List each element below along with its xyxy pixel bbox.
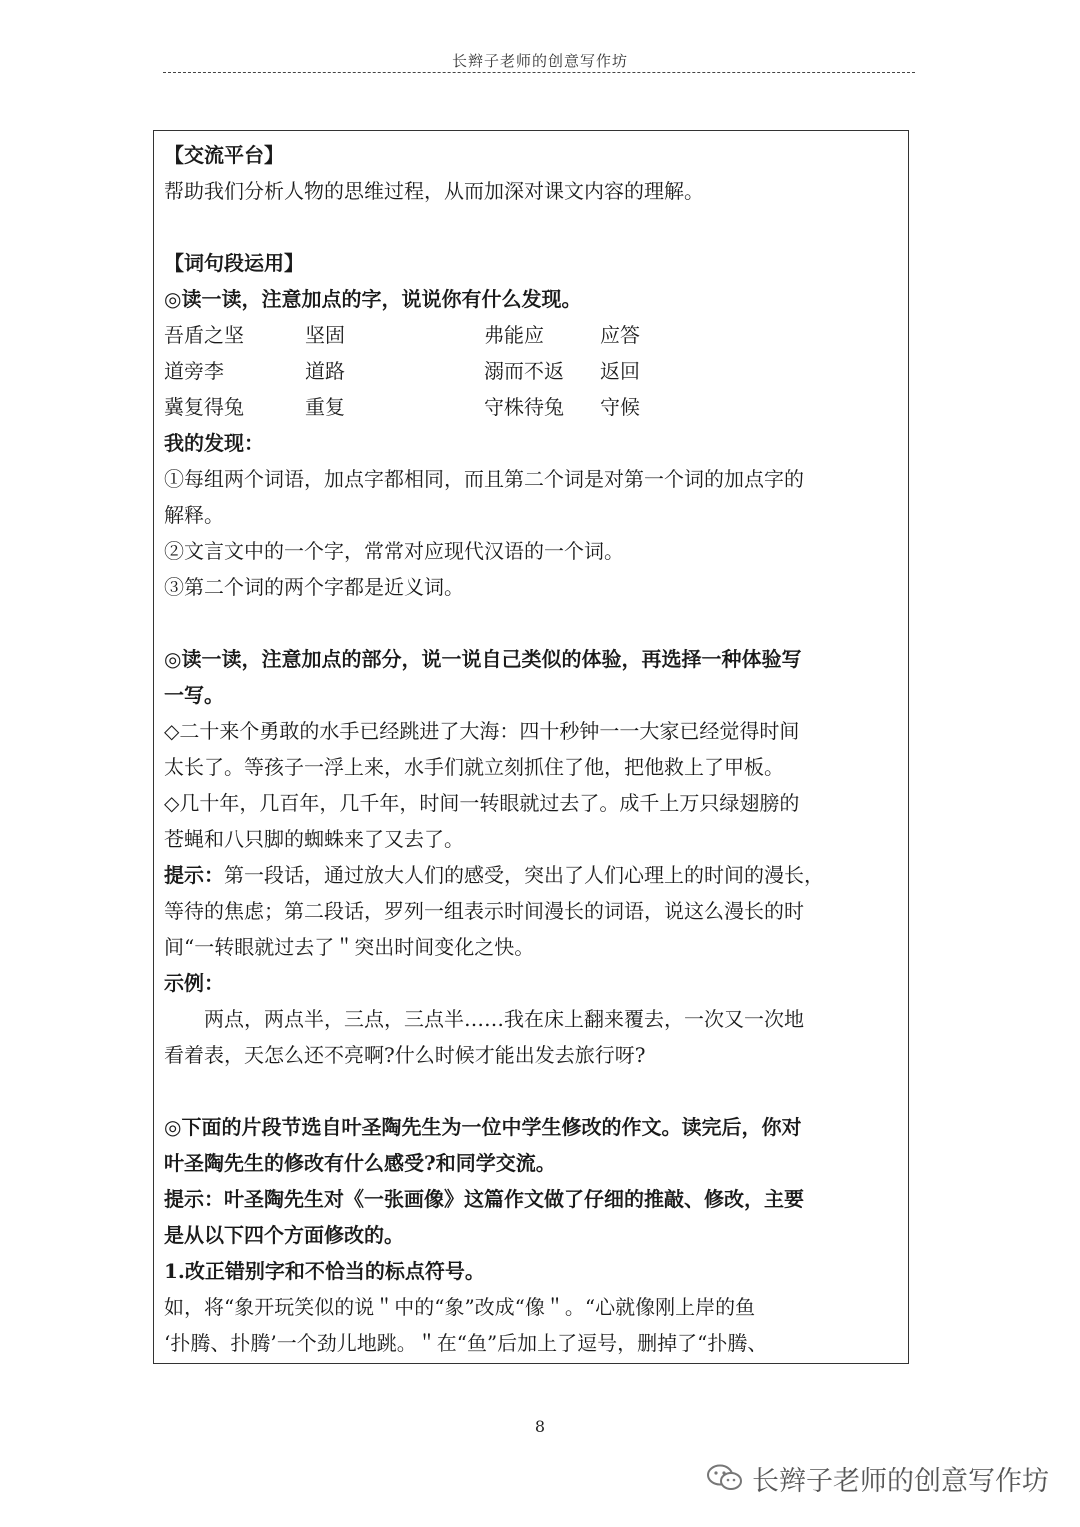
finding-3: ③第二个词的两个字都是近义词。 [164, 575, 464, 599]
revision-example-cont: ‘扑腾、扑腾’一个劲儿地跳。＂在“鱼”后加上了逗号，删掉了“扑腾、 [164, 1331, 768, 1355]
exchange-text: 帮助我们分析人物的思维过程，从而加深对课文内容的理解。 [164, 179, 704, 203]
word-cell: 返回 [600, 359, 640, 383]
word-row [164, 353, 902, 389]
revision-example: 如，将“象开玩笑似的说＂中的“象”改成“像＂。“心就像刚上岸的鱼 [164, 1295, 756, 1319]
worksheet-content [164, 137, 902, 1361]
word-cell: 守候 [600, 395, 640, 419]
q3-hint-cont: 是从以下四个方面修改的。 [164, 1223, 404, 1247]
word-row [164, 389, 902, 425]
section-heading-usage: 【词句段运用】 [164, 251, 304, 275]
example-label: 示例： [164, 971, 224, 995]
example-passage-1: ◇二十来个勇敢的水手已经跳进了大海：四十秒钟一一大家已经觉得时间 [164, 719, 800, 743]
hint-text: 第一段话，通过放大人们的感受，突出了人们心理上的时间的漫长， [224, 863, 824, 887]
watermark-text: 长辫子老师的创意写作坊 [752, 1465, 1049, 1497]
word-cell: 道旁李 [164, 359, 224, 383]
finding-1-cont: 解释。 [164, 503, 224, 527]
section-heading-exchange: 【交流平台】 [164, 143, 284, 167]
word-cell: 道路 [305, 359, 345, 383]
header-divider [163, 72, 915, 73]
findings-label: 我的发现： [164, 431, 264, 455]
hint-paragraph [164, 857, 902, 893]
hint-paragraph-cont: 间“一转眼就过去了＂突出时间变化之快。 [164, 935, 535, 959]
word-cell: 守株待兔 [484, 395, 564, 419]
word-cell: 吾盾之坚 [164, 323, 244, 347]
word-cell: 应答 [600, 323, 640, 347]
revision-point-1: 1.改正错别字和不恰当的标点符号。 [164, 1259, 485, 1283]
q3-prompt-cont: 叶圣陶先生的修改有什么感受?和同学交流。 [164, 1151, 556, 1175]
q1-prompt: ◎读一读，注意加点的字，说说你有什么发现。 [164, 287, 582, 311]
word-cell: 重复 [305, 395, 345, 419]
word-cell: 坚固 [305, 323, 345, 347]
example-text-cont: 看着表，天怎么还不亮啊?什么时候才能出发去旅行呀? [164, 1043, 646, 1067]
finding-1: ①每组两个词语，加点字都相同，而且第二个词是对第一个词的加点字的 [164, 467, 804, 491]
hint-paragraph-cont: 等待的焦虑；第二段话，罗列一组表示时间漫长的词语，说这么漫长的时 [164, 899, 804, 923]
word-cell: 溺而不返 [484, 359, 564, 383]
q3-hint: 提示：叶圣陶先生对《一张画像》这篇作文做了仔细的推敲、修改，主要 [164, 1187, 804, 1211]
word-row [164, 317, 902, 353]
page-number: 8 [534, 1417, 546, 1436]
example-text: 两点，两点半，三点，三点半……我在床上翻来覆去，一次又一次地 [204, 1007, 804, 1031]
q2-prompt-cont: 一写。 [164, 683, 224, 707]
finding-2: ②文言文中的一个字，常常对应现代汉语的一个词。 [164, 539, 624, 563]
watermark [706, 1458, 1049, 1498]
q3-prompt: ◎下面的片段节选自叶圣陶先生为一位中学生修改的作文。读完后，你对 [164, 1115, 802, 1139]
word-cell: 冀复得兔 [164, 395, 244, 419]
example-passage-1-cont: 太长了。等孩子一浮上来，水手们就立刻抓住了他，把他救上了甲板。 [164, 755, 784, 779]
example-passage-2-cont: 苍蝇和八只脚的蜘蛛来了又去了。 [164, 827, 464, 851]
hint-label: 提示： [164, 863, 224, 887]
example-passage-2: ◇几十年，几百年，几千年，时间一转眼就过去了。成千上万只绿翅膀的 [164, 791, 800, 815]
page-header-title: 长辫子老师的创意写作坊 [451, 52, 628, 70]
q2-prompt: ◎读一读，注意加点的部分，说一说自己类似的体验，再选择一种体验写 [164, 647, 802, 671]
wechat-icon [706, 1463, 744, 1493]
word-cell: 弗能应 [484, 323, 544, 347]
